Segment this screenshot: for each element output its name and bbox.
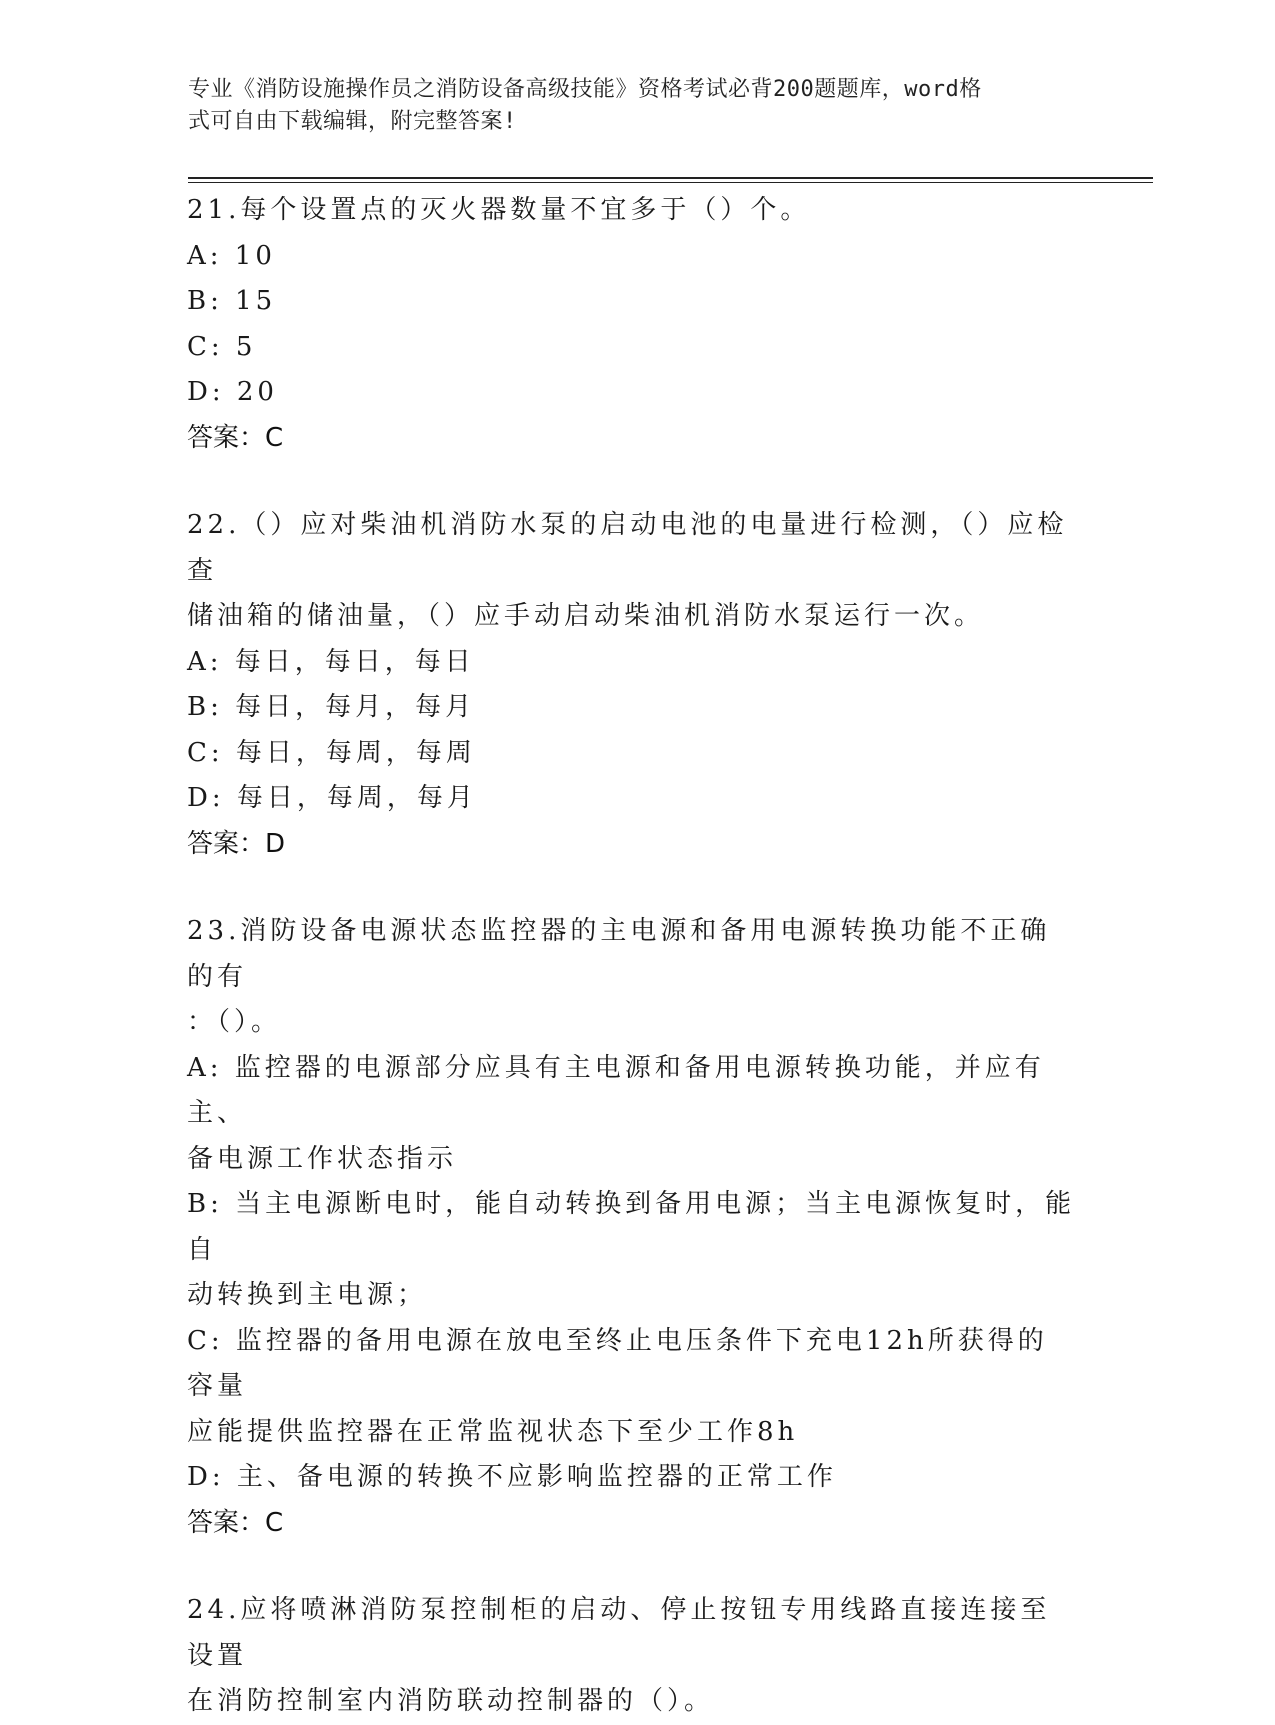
question-text-continued: ：（）。 [187, 1007, 282, 1037]
question-22 [187, 503, 1077, 867]
question-text: 23.消防设备电源状态监控器的主电源和备用电源转换功能不正确的有 [187, 916, 1051, 992]
answer-label: 答案：C [187, 422, 284, 453]
answer-label: 答案：C [187, 1507, 284, 1538]
question-21 [187, 188, 1077, 461]
header-divider-thin [188, 182, 1153, 183]
header-line-2: 式可自由下载编辑，附完整答案! [188, 109, 517, 134]
question-text: 22.（）应对柴油机消防水泵的启动电池的电量进行检测，（）应检查 [187, 510, 1068, 586]
option-b: B: 15 [187, 286, 277, 316]
option-b: B: 当主电源断电时，能自动转换到备用电源；当主电源恢复时，能自 [187, 1189, 1076, 1265]
question-list [187, 188, 1077, 1725]
header-divider-thick [188, 177, 1153, 179]
option-a: A: 监控器的电源部分应具有主电源和备用电源转换功能，并应有主、 [187, 1052, 1045, 1128]
question-24 [187, 1588, 1077, 1725]
question-text: 24.应将喷淋消防泵控制柜的启动、停止按钮专用线路直接连接至设置 [187, 1595, 1051, 1671]
question-text: 21.每个设置点的灭火器数量不宜多于（）个。 [187, 195, 811, 225]
option-c: C: 5 [187, 331, 257, 362]
option-d: D: 主、备电源的转换不应影响监控器的正常工作 [187, 1462, 837, 1492]
document-header [188, 74, 1068, 138]
option-a-continued: 备电源工作状态指示 [187, 1143, 458, 1174]
option-a: A: 10 [187, 240, 276, 271]
question-text-continued: 在消防控制室内消防联动控制器的（）。 [187, 1686, 715, 1716]
option-c-continued: 应能提供监控器在正常监视状态下至少工作8h [187, 1416, 799, 1447]
answer-label: 答案：D [187, 828, 286, 859]
option-a: A: 每日，每日，每日 [187, 646, 475, 677]
option-c: C: 监控器的备用电源在放电至终止电压条件下充电12h所获得的容量 [187, 1325, 1048, 1401]
option-c: C: 每日，每周，每周 [187, 737, 476, 768]
option-d: D: 每日，每周，每月 [187, 783, 477, 813]
option-b: B: 每日，每月，每月 [187, 692, 476, 722]
question-text-continued: 储油箱的储油量，（）应手动启动柴油机消防水泵运行一次。 [187, 601, 985, 631]
header-line-1: 专业《消防设施操作员之消防设备高级技能》资格考试必背200题题库，word格 [188, 77, 982, 102]
option-b-continued: 动转换到主电源； [187, 1280, 428, 1310]
question-23 [187, 909, 1077, 1546]
option-d: D: 20 [187, 377, 278, 407]
